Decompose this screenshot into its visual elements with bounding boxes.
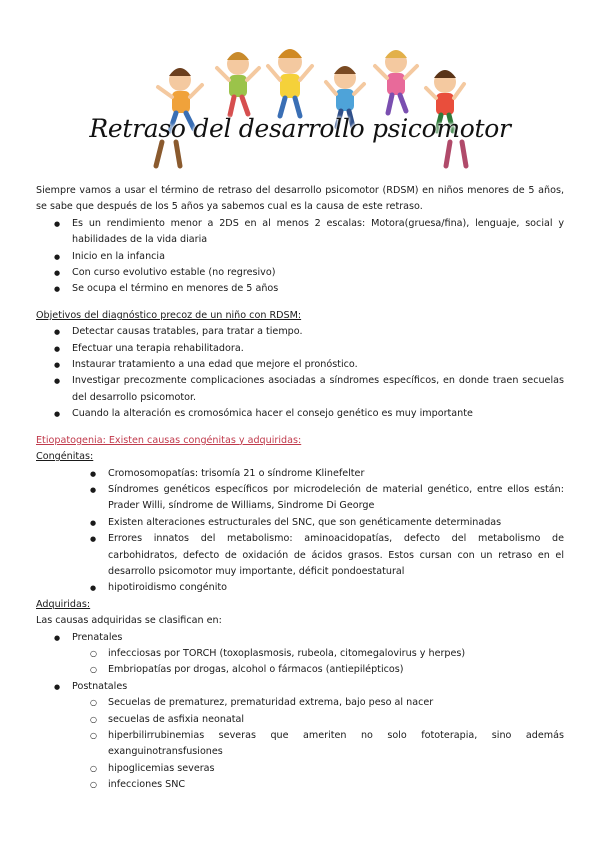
child-figure [268,49,312,116]
list-item: ● Instaurar tratamiento a una edad que mejore el pronóstico. [36,357,564,373]
list-item: ● Con curso evolutivo estable (no regresivo) [36,265,564,281]
list-item: ○ Embriopatías por drogas, alcohol o fármacos (antiepilépticos) [36,662,564,678]
children-illustration [150,42,470,170]
postnatal-label: Postnatales [72,680,128,692]
list-item: ● Efectuar una terapia rehabilitadora. [36,341,564,357]
list-item: ● Detectar causas tratables, para tratar a tiempo. [36,324,564,340]
intro-list [36,216,564,298]
list-item: ○ hiperbilirrubinemias severas que ameriten no solo fototerapia, sino además exanguinotransfusiones [36,728,564,761]
objectives-heading: Objetivos del diagnóstico precoz de un niño con RDSM: [36,309,302,321]
congenital-list [36,466,564,597]
list-item: ● Investigar precozmente complicaciones asociadas a síndromes específicos, en donde traen secuelas del desarrollo psicomotor. [36,373,564,406]
list-item: ● Se ocupa el término en menores de 5 años [36,281,564,297]
document-body [36,183,564,794]
prenatal-label: Prenatales [72,631,123,643]
acquired-heading: Adquiridas: [36,598,91,610]
list-item: ○ infecciones SNC [36,777,564,793]
list-item: ○ hipoglicemias severas [36,761,564,777]
prenatal-item [36,630,564,646]
postnatal-item [36,679,564,695]
list-item: ● Cromosomopatías: trisomía 21 o síndrome Klinefelter [36,466,564,482]
list-item: ○ Secuelas de prematurez, prematuridad extrema, bajo peso al nacer [36,695,564,711]
list-item: ● Inicio en la infancia [36,249,564,265]
child-figure [375,50,417,113]
list-item: ● hipotiroidismo congénito [36,580,564,596]
list-item: ○ infecciosas por TORCH (toxoplasmosis, rubeola, citomegalovirus y herpes) [36,646,564,662]
list-item: ● Síndromes genéticos específicos por microdeleción de material genético, entre ellos están: Prader Willi, síndrome de Williams, Sindrome Di George [36,482,564,515]
list-item: ● Es un rendimiento menor a 2DS en al menos 2 escalas: Motora(gruesa/fina), lenguaje, social y habilidades de la vida diaria [36,216,564,249]
etiology-heading: Etiopatogenia: Existen causas congénitas y adquiridas: [36,434,302,446]
acquired-list [36,630,564,646]
prenatal-list [36,646,564,679]
acquired-intro: Las causas adquiridas se clasifican en: [36,615,222,627]
postnatal-list [36,695,564,793]
page-title: Retraso del desarrollo psicomotor [89,114,511,143]
list-item: ○ secuelas de asfixia neonatal [36,712,564,728]
list-item: ● Errores innatos del metabolismo: aminoacidopatías, defecto del metabolismo de carbohidratos, defecto de oxidación de ácidos grasos. Estos cursan con un retraso en el desarrollo psicomotor muy importante, déficit pondoestatural [36,531,564,580]
congenital-heading: Congénitas: [36,451,94,463]
intro-paragraph: Siempre vamos a usar el término de retraso del desarrollo psicomotor (RDSM) en niños menores de 5 años, se sabe que después de los 5 años ya sabemos cual es la causa de este retraso. [36,185,564,213]
list-item: ● Existen alteraciones estructurales del SNC, que son genéticamente determinadas [36,515,564,531]
objectives-list [36,324,564,422]
acquired-list-2 [36,679,564,695]
list-item: ● Cuando la alteración es cromosómica hacer el consejo genético es muy importante [36,406,564,422]
child-figure [217,52,259,115]
